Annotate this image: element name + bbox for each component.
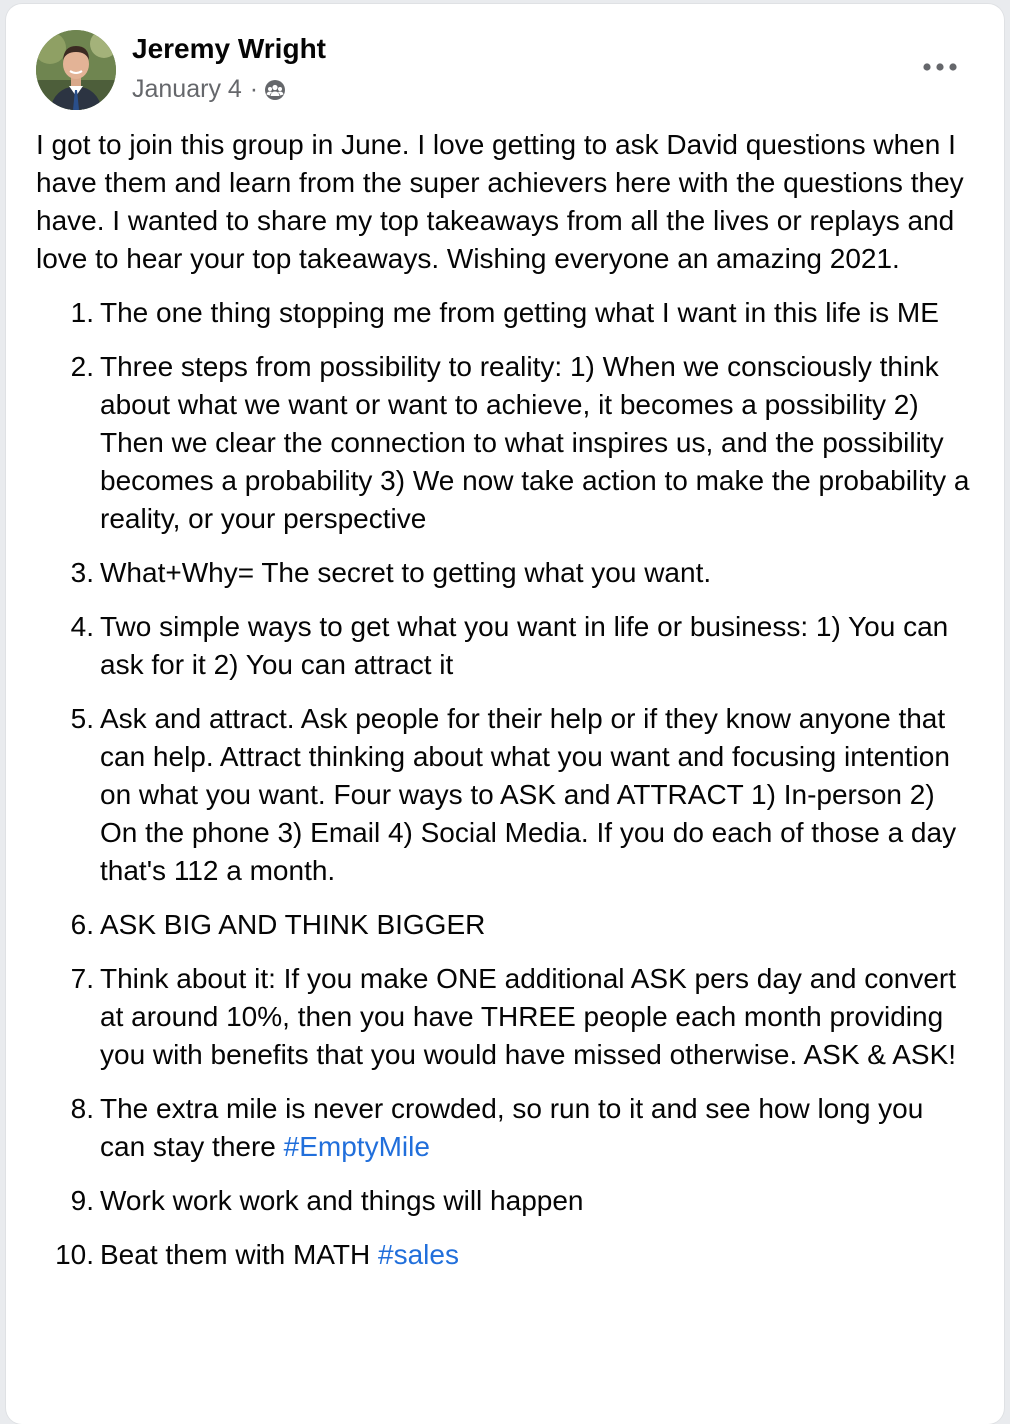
post-meta (132, 75, 286, 104)
list-item-text: Think about it: If you make ONE additional ASK pers day and convert at around 10%, then you have THREE people each month providing you with benefits that you would have missed otherwise. ASK & ASK! (100, 963, 957, 1070)
post-header (36, 30, 974, 120)
list-item (36, 700, 976, 890)
list-item (36, 348, 976, 538)
hashtag-link[interactable]: #EmptyMile (283, 1131, 430, 1162)
post-date[interactable]: January 4 (132, 75, 242, 103)
post-content (36, 126, 976, 1290)
avatar-photo (36, 30, 116, 110)
list-item-number: 5. (70, 703, 94, 734)
list-item-number: 2. (70, 351, 94, 382)
list-item (36, 608, 976, 684)
hashtag-link[interactable]: #sales (378, 1239, 459, 1270)
list-item-text: The extra mile is never crowded, so run to it and see how long you can stay there (100, 1093, 924, 1162)
list-item-text: Beat them with MATH (100, 1239, 371, 1270)
group-icon (264, 79, 286, 101)
list-item-text: What+Why= The secret to getting what you want. (100, 557, 712, 588)
list-item-text: Work work work and things will happen (100, 1185, 584, 1216)
list-item-text: ASK BIG AND THINK BIGGER (100, 909, 486, 940)
list-item-text: The one thing stopping me from getting what I want in this life is ME (100, 297, 939, 328)
list-item-number: 9. (70, 1185, 94, 1216)
meta-separator: · (249, 75, 259, 103)
list-item-text: Two simple ways to get what you want in life or business: 1) You can ask for it 2) You can attract it (100, 611, 949, 680)
list-item-number: 4. (70, 611, 94, 642)
list-item-number: 8. (70, 1093, 94, 1124)
list-item-number: 10. (55, 1239, 94, 1270)
list-item-number: 1. (70, 297, 94, 328)
list-item (36, 554, 976, 592)
list-item (36, 1236, 976, 1274)
more-options-button[interactable] (920, 52, 960, 82)
list-item (36, 906, 976, 944)
list-item-number: 7. (70, 963, 94, 994)
takeaways-list (36, 294, 976, 1274)
list-item-number: 3. (70, 557, 94, 588)
list-item-text: Three steps from possibility to reality: 1) When we consciously think about what we want or want to achieve, it becomes a possibility 2) Then we clear the connection to what inspires us, and the possibility becomes a probability 3) We now take action to make the probability a reality, or your perspective (100, 351, 970, 534)
list-item-number: 6. (70, 909, 94, 940)
list-item (36, 294, 976, 332)
list-item (36, 960, 976, 1074)
author-avatar[interactable] (36, 30, 116, 110)
list-item (36, 1182, 976, 1220)
post-intro: I got to join this group in June. I love getting to ask David questions when I have them and learn from the super achievers here with the questions they have. I wanted to share my top takeaways from all the lives or replays and love to hear your top takeaways. Wishing everyone an amazing 2021. (36, 129, 964, 274)
more-options-icon (923, 63, 957, 71)
list-item (36, 1090, 976, 1166)
post-card (6, 4, 1004, 1424)
list-item-text: Ask and attract. Ask people for their help or if they know anyone that can help. Attract thinking about what you want and focusing intention on what you want. Four ways to ASK and ATTRACT 1) In-person 2) On the phone 3) Email 4) Social Media. If you do each of those a day that's 112 a month. (100, 703, 957, 886)
author-name[interactable]: Jeremy Wright (132, 33, 326, 64)
